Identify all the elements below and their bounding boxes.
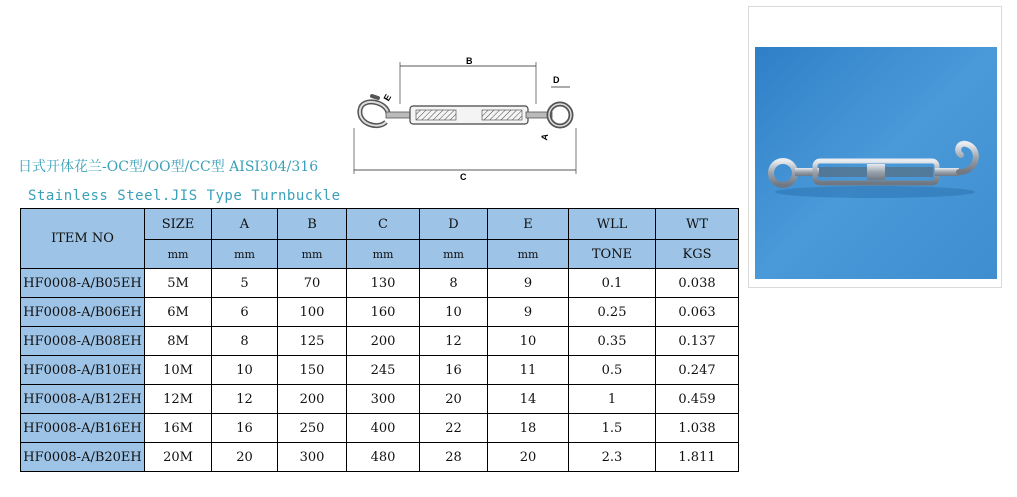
cell-size: 8M: [145, 327, 212, 356]
cell-c: 400: [347, 414, 420, 443]
unit-e: mm: [488, 240, 569, 269]
cell-a: 20: [212, 443, 278, 472]
cell-b: 150: [278, 356, 347, 385]
table-row: [21, 385, 739, 414]
cell-e: 11: [488, 356, 569, 385]
item-no-cell: HF0008-A/B10EH: [21, 356, 145, 385]
unit-wll: TONE: [569, 240, 656, 269]
cell-a: 16: [212, 414, 278, 443]
cell-e: 18: [488, 414, 569, 443]
header-b: B: [278, 209, 347, 240]
dimension-c-label: C: [460, 172, 467, 182]
cell-wll: 1.5: [569, 414, 656, 443]
cell-wll: 0.35: [569, 327, 656, 356]
table-row: [21, 414, 739, 443]
cell-wt: 1.811: [656, 443, 739, 472]
cell-d: 28: [420, 443, 488, 472]
cell-wt: 0.063: [656, 298, 739, 327]
cell-a: 8: [212, 327, 278, 356]
dimension-d-label: D: [553, 75, 560, 85]
table-row: [21, 443, 739, 472]
unit-c: mm: [347, 240, 420, 269]
cell-c: 480: [347, 443, 420, 472]
cell-c: 200: [347, 327, 420, 356]
cell-d: 22: [420, 414, 488, 443]
cell-e: 20: [488, 443, 569, 472]
product-photo-frame: [748, 6, 1002, 288]
cell-a: 5: [212, 269, 278, 298]
cell-c: 245: [347, 356, 420, 385]
cell-b: 250: [278, 414, 347, 443]
cell-d: 10: [420, 298, 488, 327]
table-row: [21, 327, 739, 356]
header-e: E: [488, 209, 569, 240]
cell-b: 300: [278, 443, 347, 472]
cell-b: 100: [278, 298, 347, 327]
cell-d: 20: [420, 385, 488, 414]
cell-c: 130: [347, 269, 420, 298]
item-no-cell: HF0008-A/B20EH: [21, 443, 145, 472]
cell-size: 10M: [145, 356, 212, 385]
table-row: [21, 269, 739, 298]
header-c: C: [347, 209, 420, 240]
cell-wll: 1: [569, 385, 656, 414]
unit-a: mm: [212, 240, 278, 269]
title-chinese: 日式开体花兰-OC型/OO型/CC型 AISI304/316: [18, 159, 319, 175]
item-no-cell: HF0008-A/B05EH: [21, 269, 145, 298]
dimension-e-label: E: [381, 92, 394, 103]
cell-size: 20M: [145, 443, 212, 472]
cell-size: 5M: [145, 269, 212, 298]
header-wll: WLL: [569, 209, 656, 240]
cell-wt: 1.038: [656, 414, 739, 443]
cell-a: 6: [212, 298, 278, 327]
unit-d: mm: [420, 240, 488, 269]
cell-size: 6M: [145, 298, 212, 327]
cell-wt: 0.247: [656, 356, 739, 385]
unit-size: mm: [145, 240, 212, 269]
cell-e: 9: [488, 298, 569, 327]
cell-d: 8: [420, 269, 488, 298]
cell-wll: 2.3: [569, 443, 656, 472]
item-no-cell: HF0008-A/B16EH: [21, 414, 145, 443]
cell-e: 9: [488, 269, 569, 298]
item-no-cell: HF0008-A/B08EH: [21, 327, 145, 356]
header-d: D: [420, 209, 488, 240]
dimension-a-label: A: [539, 132, 551, 142]
title-english: Stainless Steel.JIS Type Turnbuckle: [28, 188, 341, 204]
unit-b: mm: [278, 240, 347, 269]
table-row: [21, 298, 739, 327]
dimension-b-label: B: [466, 56, 473, 66]
cell-wt: 0.137: [656, 327, 739, 356]
cell-e: 14: [488, 385, 569, 414]
cell-c: 300: [347, 385, 420, 414]
header-item-no: ITEM NO: [21, 209, 145, 269]
header-size: SIZE: [145, 209, 212, 240]
cell-a: 10: [212, 356, 278, 385]
cell-d: 12: [420, 327, 488, 356]
cell-wll: 0.5: [569, 356, 656, 385]
turnbuckle-photo-icon: [755, 47, 997, 279]
cell-wt: 0.459: [656, 385, 739, 414]
item-no-cell: HF0008-A/B06EH: [21, 298, 145, 327]
cell-e: 10: [488, 327, 569, 356]
cell-d: 16: [420, 356, 488, 385]
header-wt: WT: [656, 209, 739, 240]
cell-c: 160: [347, 298, 420, 327]
cell-b: 200: [278, 385, 347, 414]
table-row: [21, 356, 739, 385]
cell-size: 12M: [145, 385, 212, 414]
unit-wt: KGS: [656, 240, 739, 269]
cell-a: 12: [212, 385, 278, 414]
cell-size: 16M: [145, 414, 212, 443]
cell-b: 125: [278, 327, 347, 356]
turnbuckle-diagram: [348, 52, 588, 182]
cell-wll: 0.1: [569, 269, 656, 298]
spec-table: [20, 208, 739, 472]
item-no-cell: HF0008-A/B12EH: [21, 385, 145, 414]
cell-wll: 0.25: [569, 298, 656, 327]
header-a: A: [212, 209, 278, 240]
cell-b: 70: [278, 269, 347, 298]
cell-wt: 0.038: [656, 269, 739, 298]
